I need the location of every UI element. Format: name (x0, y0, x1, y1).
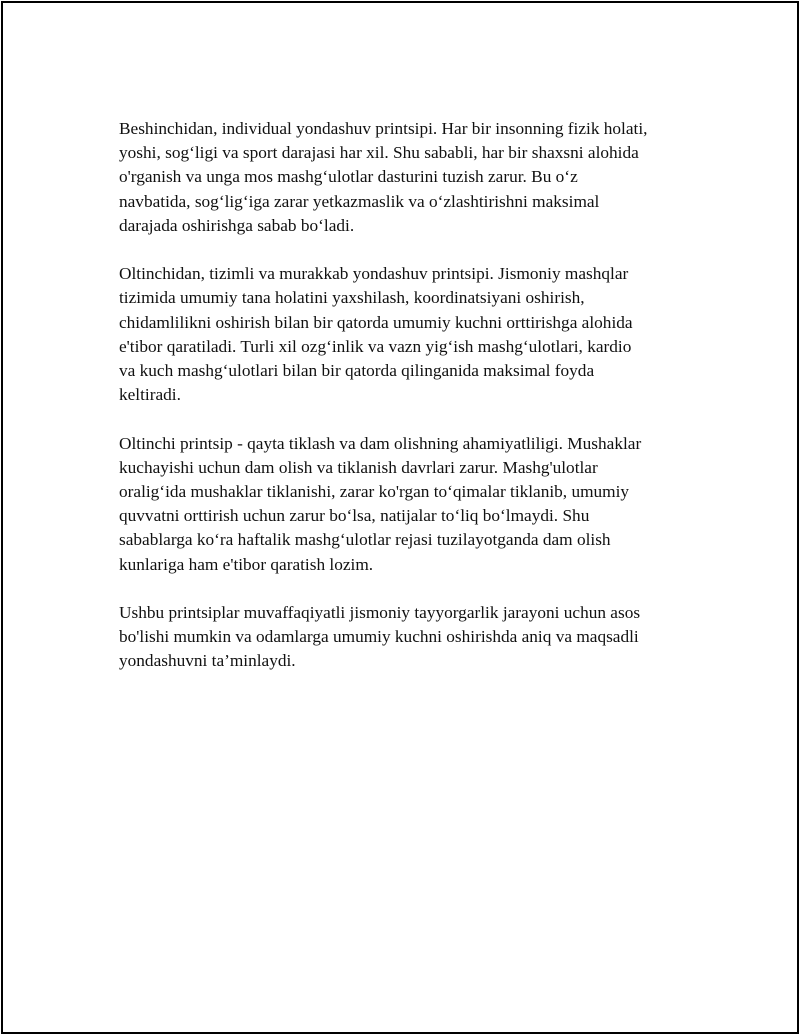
text-line: Oltinchi printsip - qayta tiklash va dam olishning ahamiyatliligi. Mushaklar (119, 433, 642, 453)
text-line: navbatida, sog‘lig‘iga zarar yetkazmaslik va o‘zlashtirishni maksimal (119, 191, 600, 211)
text-line: keltiradi. (119, 385, 181, 405)
text-line: chidamlilikni oshirish bilan bir qatorda umumiy kuchni orttirishga alohida (119, 312, 633, 332)
text-line: e'tibor qaratiladi. Turli xil ozg‘inlik va vazn yig‘ish mashg‘ulotlari, kardio (119, 336, 632, 356)
text-line: yondashuvni ta’minlaydi. (119, 651, 296, 671)
text-line: kunlariga ham e'tibor qaratish lozim. (119, 554, 374, 574)
text-line: Oltinchidan, tizimli va murakkab yondashuv printsipi. Jismoniy mashqlar (119, 264, 629, 284)
text-line: quvvatni orttirish uchun zarur bo‘lsa, natijalar to‘liq bo‘lmaydi. Shu (119, 506, 590, 526)
text-line: kuchayishi uchun dam olish va tiklanish davrlari zarur. Mashg'ulotlar (119, 457, 598, 477)
text-line: sabablarga ko‘ra haftalik mashg‘ulotlar rejasi tuzilayotganda dam olish (119, 530, 611, 550)
text-line: o'rganish va unga mos mashg‘ulotlar dasturini tuzish zarur. Bu o‘z (119, 167, 578, 187)
text-line: Ushbu printsiplar muvaffaqiyatli jismoniy tayyorgarlik jarayoni uchun asos (119, 603, 641, 623)
text-line: oralig‘ida mushaklar tiklanishi, zarar ko'rgan to‘qimalar tiklanib, umumiy (119, 482, 630, 502)
text-line: Beshinchidan, individual yondashuv printsipi. Har bir insonning fizik holati, (119, 119, 648, 138)
text-line: darajada oshirishga sabab bo‘ladi. (119, 215, 355, 235)
text-line: yoshi, sog‘ligi va sport darajasi har xil. Shu sababli, har bir shaxsni alohida (119, 143, 639, 163)
paragraph-recovery-principle (119, 432, 699, 577)
document-page (1, 1, 799, 1034)
paragraph-conclusion (119, 601, 699, 674)
document-body (119, 117, 699, 698)
text-line: bo'lishi mumkin va odamlarga umumiy kuchni oshirishda aniq va maqsadli (119, 627, 639, 647)
paragraph-individual-approach (119, 117, 699, 238)
text-line: va kuch mashg‘ulotlari bilan bir qatorda qilinganida maksimal foyda (119, 361, 595, 381)
text-line: tizimida umumiy tana holatini yaxshilash, koordinatsiyani oshirish, (119, 288, 585, 308)
paragraph-systematic-approach (119, 262, 699, 407)
